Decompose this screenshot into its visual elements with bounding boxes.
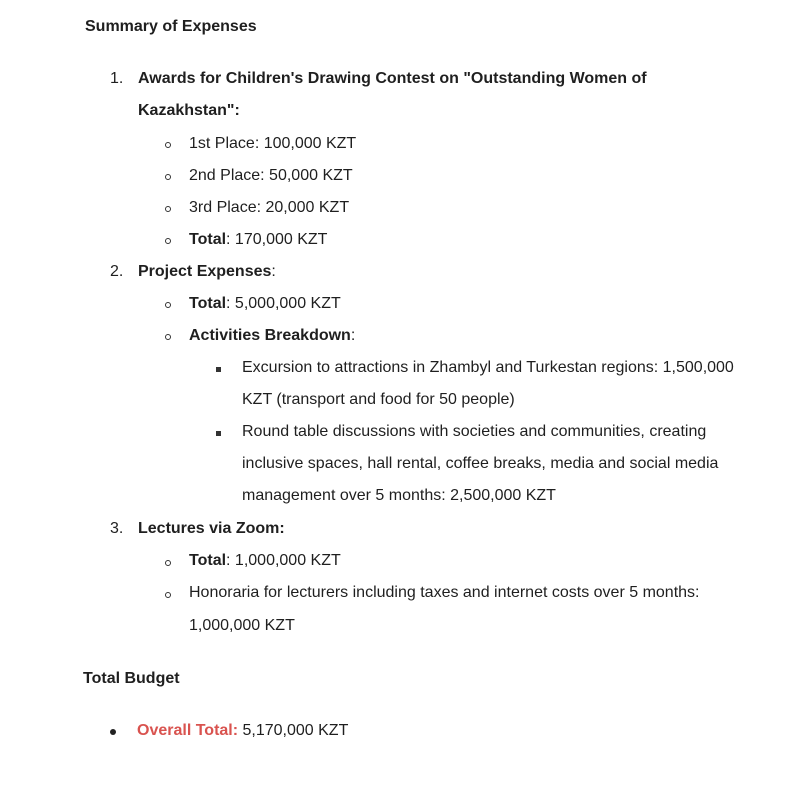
list-item-activities [189, 327, 355, 345]
item-title-text: Project Expenses [138, 263, 272, 280]
section-heading-total-budget: Total Budget [83, 670, 180, 687]
item-title-text: Lectures via Zoom [138, 520, 280, 537]
total-label: Total [189, 231, 227, 248]
overall-total-value: 5,170,000 KZT [238, 722, 349, 739]
list-item-total [189, 295, 341, 313]
total-label: Total [189, 552, 227, 569]
item-title-cont: Kazakhstan": [138, 102, 240, 119]
activity-item: Excursion to attractions in Zhambyl and Turkestan regions: 1,500,000 [242, 359, 734, 376]
list-item: 2nd Place: 50,000 KZT [189, 167, 353, 184]
circle-bullet-icon [165, 334, 171, 340]
activities-suffix: : [350, 327, 356, 344]
list-item: 1st Place: 100,000 KZT [189, 135, 357, 152]
activity-item-cont: KZT (transport and food for 50 people) [242, 391, 515, 408]
total-label: Total [189, 295, 227, 312]
circle-bullet-icon [165, 174, 171, 180]
activities-label: Activities Breakdown [189, 327, 351, 344]
circle-bullet-icon [165, 206, 171, 212]
circle-bullet-icon [165, 302, 171, 308]
circle-bullet-icon [165, 142, 171, 148]
total-value: : 1,000,000 KZT [226, 552, 341, 569]
list-item-total [189, 231, 327, 249]
list-item: 3rd Place: 20,000 KZT [189, 199, 350, 216]
activity-item: Round table discussions with societies and communities, creating [242, 423, 707, 440]
activity-item-cont: inclusive spaces, hall rental, coffee breaks, media and social media [242, 455, 719, 472]
activity-item-cont: management over 5 months: 2,500,000 KZT [242, 487, 556, 504]
item-title: Awards for Children's Drawing Contest on "Outstanding Women of [138, 70, 647, 87]
list-number: 3. [110, 520, 124, 537]
item-title-suffix: : [271, 263, 276, 280]
circle-bullet-icon [165, 560, 171, 566]
item-title [138, 520, 285, 538]
bullet-dot-icon [110, 729, 116, 735]
item-title [138, 263, 276, 281]
square-bullet-icon [216, 431, 221, 436]
circle-bullet-icon [165, 238, 171, 244]
overall-total-label: Overall Total: [137, 722, 239, 739]
list-number: 2. [110, 263, 124, 280]
list-number: 1. [110, 70, 124, 87]
list-item-cont: 1,000,000 KZT [189, 617, 295, 634]
list-item-total [189, 552, 341, 570]
total-value: : 5,000,000 KZT [226, 295, 341, 312]
square-bullet-icon [216, 367, 221, 372]
circle-bullet-icon [165, 592, 171, 598]
total-value: : 170,000 KZT [226, 231, 328, 248]
list-item: Honoraria for lecturers including taxes and internet costs over 5 months: [189, 584, 700, 601]
section-heading-summary: Summary of Expenses [85, 18, 257, 35]
overall-total [137, 722, 348, 740]
item-title-suffix: : [279, 520, 285, 537]
